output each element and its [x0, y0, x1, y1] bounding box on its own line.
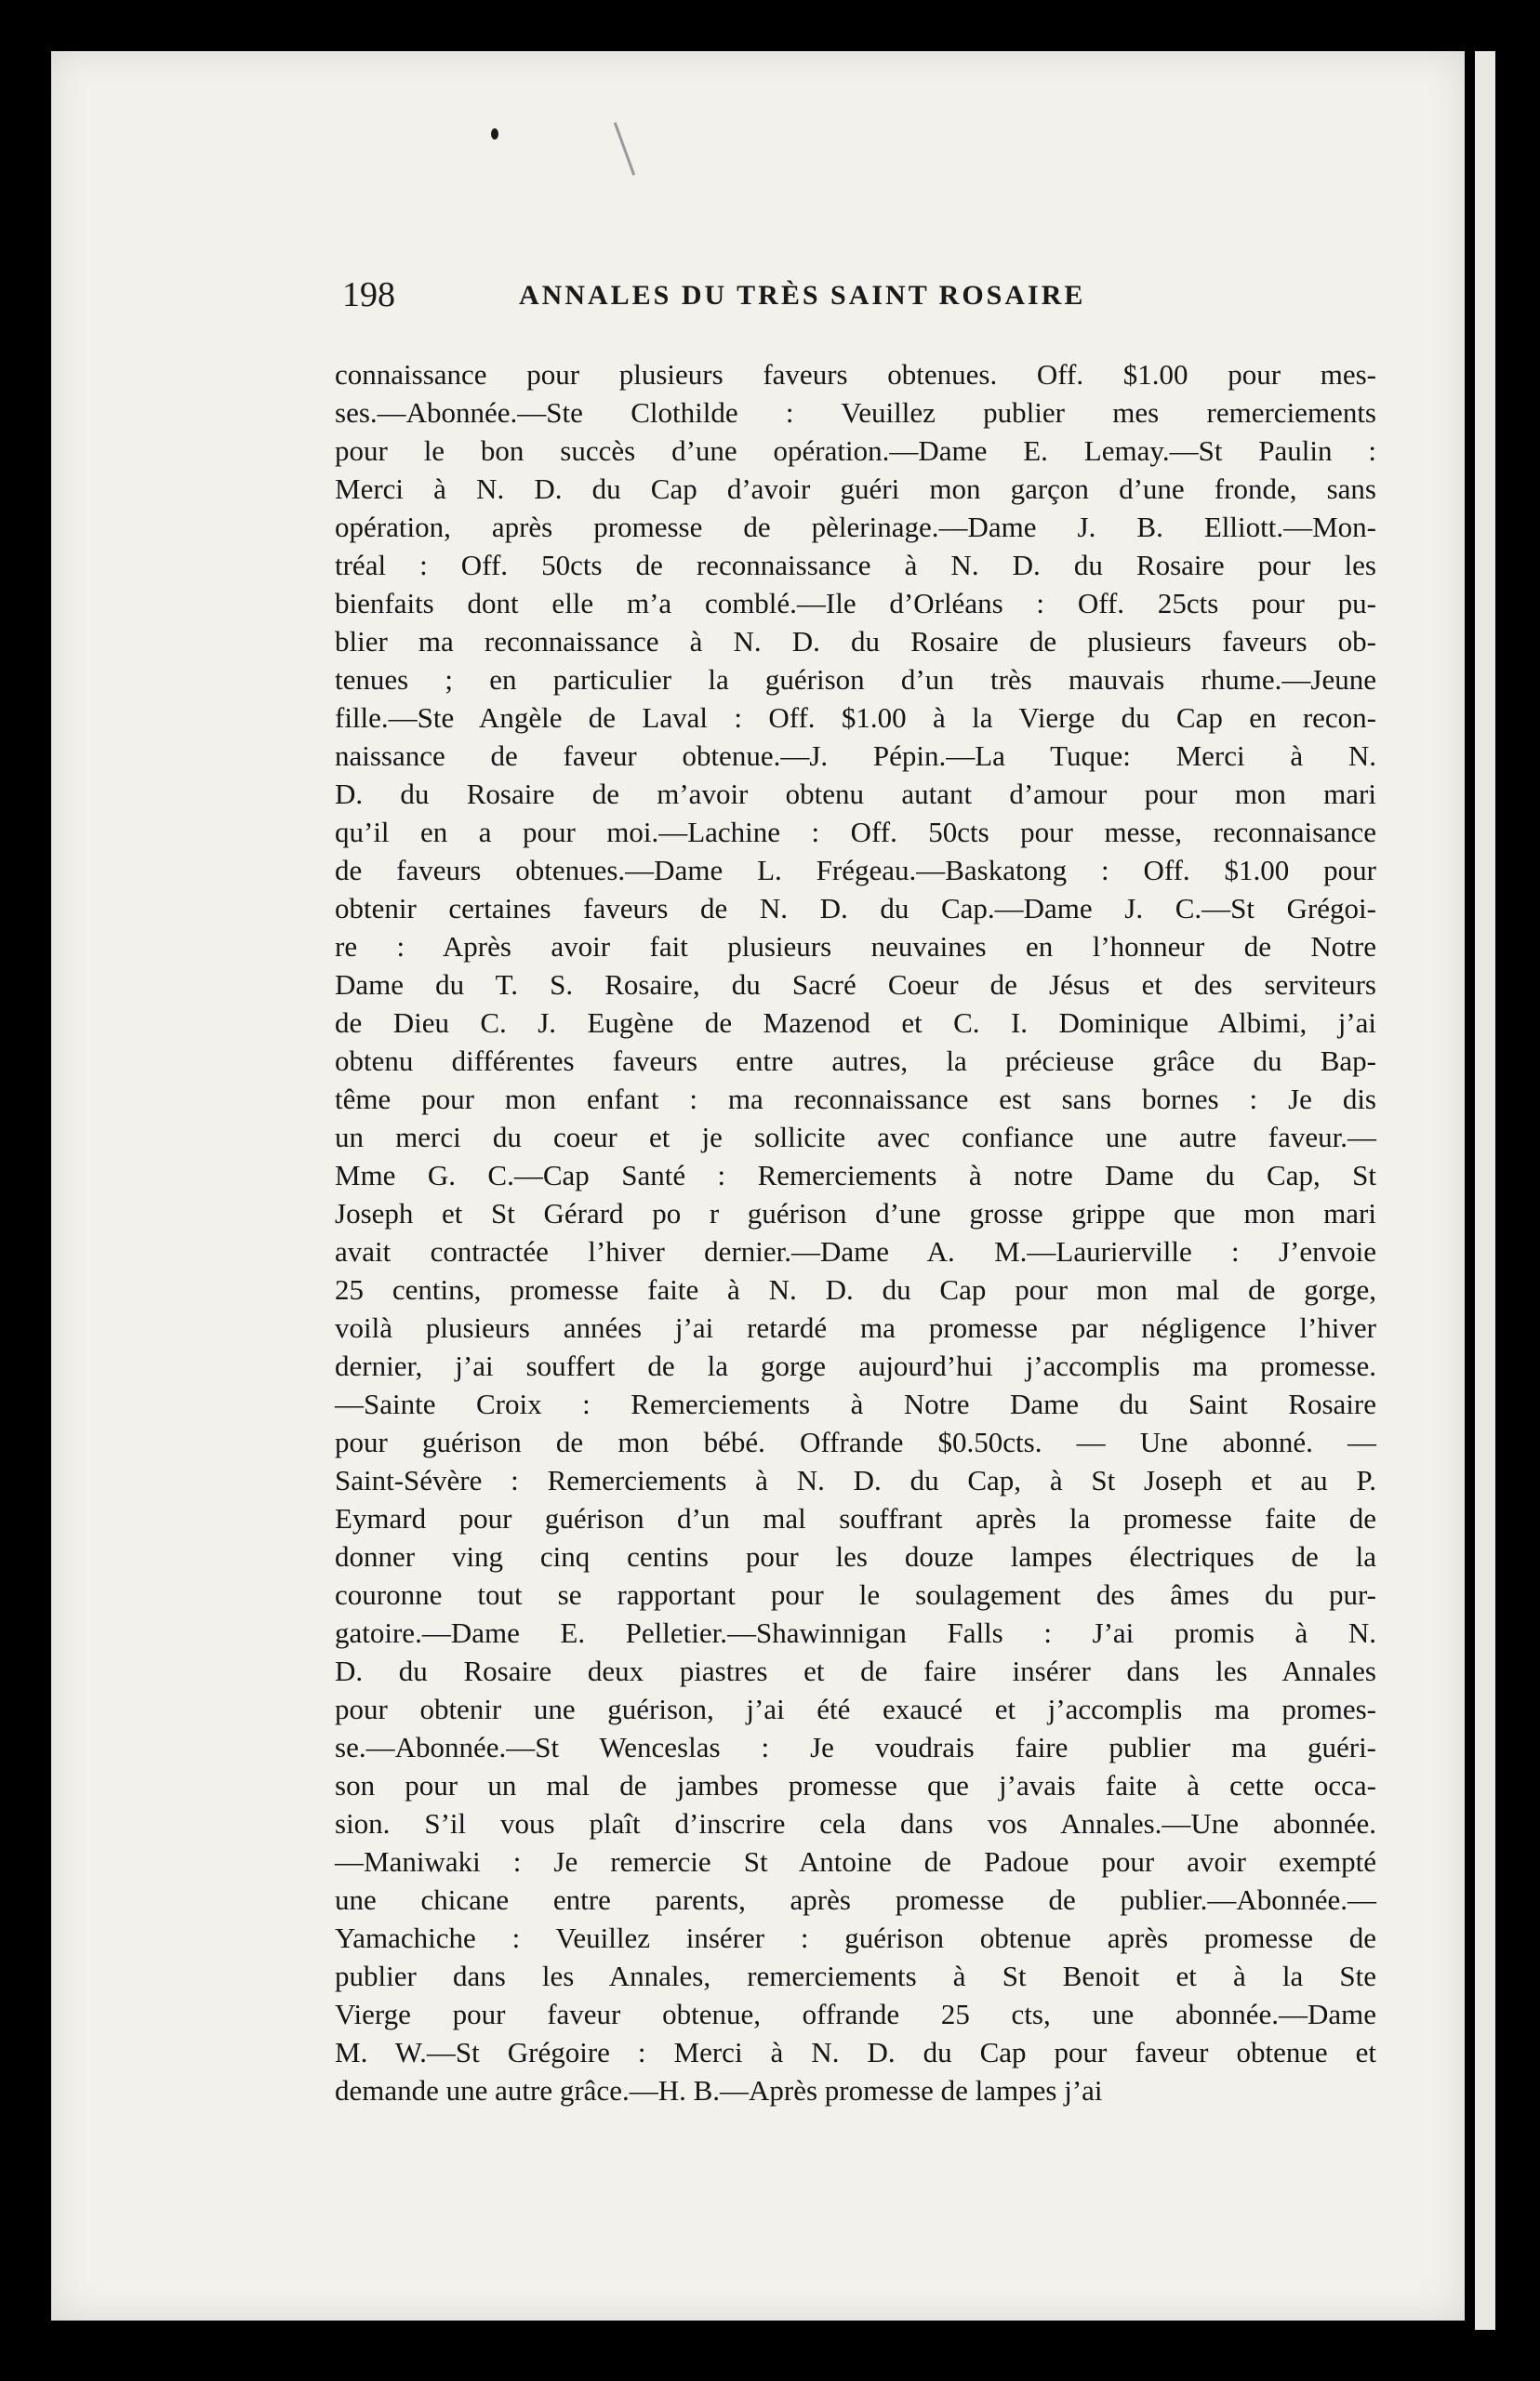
text-line: sion. S’il vous plaît d’inscrire cela dans vos Annales.—Une abonnée.: [335, 1807, 1376, 1840]
page-number: 198: [342, 275, 395, 314]
text-line: avait contractée l’hiver dernier.—Dame A. M.—Laurierville : J’envoie: [335, 1235, 1376, 1268]
text-line: Merci à N. D. du Cap d’avoir guéri mon garçon d’une fronde, sans: [335, 472, 1376, 505]
text-line: un merci du coeur et je sollicite avec confiance une autre faveur.—: [335, 1121, 1376, 1153]
text-line: pour le bon succès d’une opération.—Dame E. Lemay.—St Paulin :: [335, 434, 1376, 467]
text-line: M. W.—St Grégoire : Merci à N. D. du Cap pour faveur obtenue et: [335, 2036, 1376, 2068]
text-line: dernier, j’ai souffert de la gorge aujourd’hui j’accomplis ma promesse.: [335, 1350, 1376, 1382]
text-line: de faveurs obtenues.—Dame L. Frégeau.—Baskatong : Off. $1.00 pour: [335, 854, 1376, 886]
text-line: —Sainte Croix : Remerciements à Notre Dame du Saint Rosaire: [335, 1388, 1376, 1420]
text-line: se.—Abonnée.—St Wenceslas : Je voudrais faire publier ma guéri-: [335, 1731, 1376, 1763]
text-line: tême pour mon enfant : ma reconnaissance est sans bornes : Je dis: [335, 1083, 1376, 1115]
ink-speck: [491, 128, 498, 140]
text-line: fille.—Ste Angèle de Laval : Off. $1.00 à la Vierge du Cap en recon-: [335, 701, 1376, 734]
text-line: pour guérison de mon bébé. Offrande $0.50cts. — Une abonné. —: [335, 1426, 1376, 1458]
text-line: son pour un mal de jambes promesse que j’avais faite à cette occa-: [335, 1769, 1376, 1802]
text-line: bienfaits dont elle m’a comblé.—Ile d’Orléans : Off. 25cts pour pu-: [335, 587, 1376, 619]
text-line: demande une autre grâce.—H. B.—Après promesse de lampes j’ai: [335, 2074, 1103, 2107]
text-line: naissance de faveur obtenue.—J. Pépin.—La Tuque: Merci à N.: [335, 739, 1376, 772]
text-line: tréal : Off. 50cts de reconnaissance à N. D. du Rosaire pour les: [335, 549, 1376, 581]
text-line: Vierge pour faveur obtenue, offrande 25 cts, une abonnée.—Dame: [335, 1998, 1376, 2030]
text-line: D. du Rosaire deux piastres et de faire insérer dans les Annales: [335, 1655, 1376, 1687]
text-line: donner ving cinq centins pour les douze lampes électriques de la: [335, 1540, 1376, 1573]
text-line: pour obtenir une guérison, j’ai été exaucé et j’accomplis ma promes-: [335, 1693, 1376, 1725]
running-title: ANNALES DU TRÈS SAINT ROSAIRE: [519, 280, 1086, 311]
text-line: obtenir certaines faveurs de N. D. du Cap.—Dame J. C.—St Grégoi-: [335, 892, 1376, 924]
text-line: publier dans les Annales, remerciements à St Benoit et à la Ste: [335, 1960, 1376, 1992]
text-line: tenues ; en particulier la guérison d’un très mauvais rhume.—Jeune: [335, 663, 1376, 696]
text-line: 25 centins, promesse faite à N. D. du Cap pour mon mal de gorge,: [335, 1273, 1376, 1306]
text-line: obtenu différentes faveurs entre autres, la précieuse grâce du Bap-: [335, 1044, 1376, 1077]
text-line: opération, après promesse de pèlerinage.—Dame J. B. Elliott.—Mon-: [335, 511, 1376, 543]
text-line: Saint-Sévère : Remerciements à N. D. du Cap, à St Joseph et au P.: [335, 1464, 1376, 1496]
text-line: blier ma reconnaissance à N. D. du Rosaire de plusieurs faveurs ob-: [335, 625, 1376, 658]
text-line: D. du Rosaire de m’avoir obtenu autant d’amour pour mon mari: [335, 778, 1376, 810]
text-line: de Dieu C. J. Eugène de Mazenod et C. I. Dominique Albimi, j’ai: [335, 1006, 1376, 1039]
text-line: Joseph et St Gérard po r guérison d’une grosse grippe que mon mari: [335, 1197, 1376, 1230]
body-text: [335, 355, 1376, 2109]
text-line: une chicane entre parents, après promesse de publier.—Abonnée.—: [335, 1883, 1376, 1916]
text-line: —Maniwaki : Je remercie St Antoine de Padoue pour avoir exempté: [335, 1845, 1376, 1878]
text-line: connaissance pour plusieurs faveurs obtenues. Off. $1.00 pour mes-: [335, 358, 1376, 391]
text-line: Eymard pour guérison d’un mal souffrant après la promesse faite de: [335, 1502, 1376, 1535]
text-line: Yamachiche : Veuillez insérer : guérison obtenue après promesse de: [335, 1922, 1376, 1954]
text-line: qu’il en a pour moi.—Lachine : Off. 50cts pour messe, reconnaisance: [335, 816, 1376, 848]
page-header: [342, 272, 1374, 327]
text-line: voilà plusieurs années j’ai retardé ma promesse par négligence l’hiver: [335, 1311, 1376, 1344]
text-line: Mme G. C.—Cap Santé : Remerciements à notre Dame du Cap, St: [335, 1159, 1376, 1191]
page-edge: [1475, 51, 1495, 2330]
text-line: Dame du T. S. Rosaire, du Sacré Coeur de Jésus et des serviteurs: [335, 968, 1376, 1001]
text-line: couronne tout se rapportant pour le soulagement des âmes du pur-: [335, 1578, 1376, 1611]
text-line: gatoire.—Dame E. Pelletier.—Shawinnigan Falls : J’ai promis à N.: [335, 1616, 1376, 1649]
text-line: re : Après avoir fait plusieurs neuvaines en l’honneur de Notre: [335, 930, 1376, 963]
scan-border: [1495, 0, 1540, 2381]
text-line: ses.—Abonnée.—Ste Clothilde : Veuillez publier mes remerciements: [335, 396, 1376, 429]
